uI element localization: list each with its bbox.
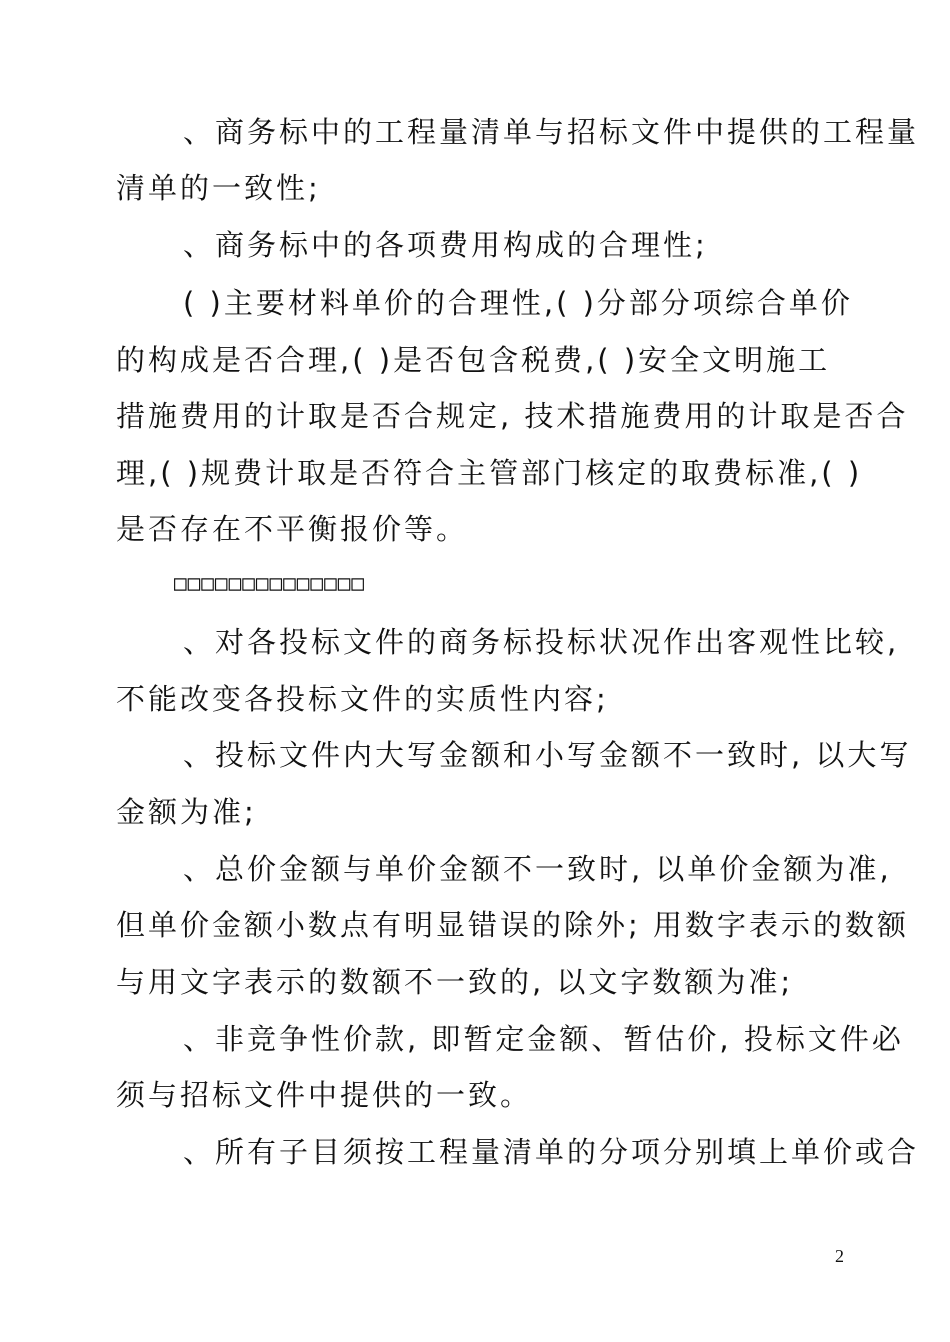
page-number: 2 [835,1246,844,1266]
text-line: 不能改变各投标文件的实质性内容; [116,682,609,716]
text-line: 金额为准; [116,795,257,829]
text-line: 与用文字表示的数额不一致的, 以文字数额为准; [116,965,794,999]
text-line: 清单的一致性; [116,171,321,205]
text-line: 须与招标文件中提供的一致。 [116,1078,533,1112]
text-line: 、商务标中的工程量清单与招标文件中提供的工程量 [183,115,920,149]
text-line: 、投标文件内大写金额和小写金额不一致时, 以大写 [183,738,912,772]
text-line: 、商务标中的各项费用构成的合理性; [183,228,708,262]
text-line: 、非竞争性价款, 即暂定金额、暂估价, 投标文件必 [183,1022,904,1056]
text-line: 、对各投标文件的商务标投标状况作出客观性比较, [183,625,900,659]
text-line: 是否存在不平衡报价等。 [116,512,469,546]
text-line: 、总价金额与单价金额不一致时, 以单价金额为准, [183,852,892,886]
text-line: 措施费用的计取是否合规定, 技术措施费用的计取是否合 [116,399,909,433]
missing-glyph-line: □□□□□□□□□□□□□□ [174,571,366,595]
text-line: ( )主要材料单价的合理性,( )分部分项综合单价 [183,286,853,320]
text-line: 但单价金额小数点有明显错误的除外; 用数字表示的数额 [116,908,909,942]
text-line: 、所有子目须按工程量清单的分项分别填上单价或合 [183,1135,920,1169]
text-line: 理,( )规费计取是否符合主管部门核定的取费标准,( ) [116,456,863,490]
text-line: 的构成是否合理,( )是否包含税费,( )安全文明施工 [116,343,831,377]
